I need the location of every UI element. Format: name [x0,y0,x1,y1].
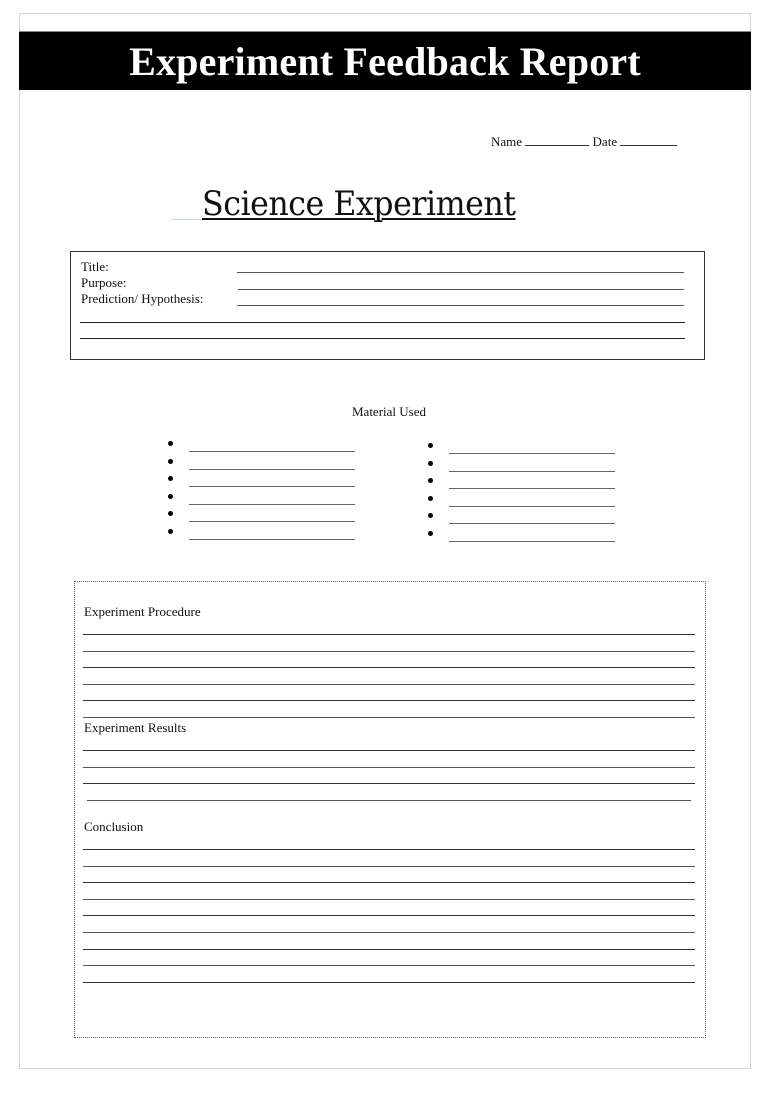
header-banner [19,31,751,90]
experiment-results-label: Experiment Results [84,720,187,735]
experiment-results-line[interactable] [87,800,691,801]
conclusion-line[interactable] [83,915,695,916]
bullet-icon [168,494,173,499]
title-field[interactable] [237,272,684,273]
hypothesis-field[interactable] [237,305,684,306]
name-label: Name [491,134,523,149]
experiment-procedure-line[interactable] [83,634,695,635]
title-label: Title: [81,259,109,274]
material-field-left[interactable] [189,539,355,540]
bullet-icon [428,478,433,483]
conclusion-line[interactable] [83,882,695,883]
bullet-icon [428,531,433,536]
bullet-icon [428,496,433,501]
conclusion-line[interactable] [83,982,695,983]
conclusion-line[interactable] [83,866,695,867]
bullet-icon [168,441,173,446]
material-field-right[interactable] [449,541,615,542]
experiment-procedure-line[interactable] [83,684,695,685]
conclusion-line[interactable] [83,949,695,950]
subtitle-accent-line [172,219,202,220]
material-field-left[interactable] [189,521,355,522]
bullet-icon [168,529,173,534]
material-field-left[interactable] [189,486,355,487]
material-field-right[interactable] [449,453,615,454]
bullet-icon [428,461,433,466]
materials-title: Material Used [351,404,426,419]
subtitle: Science Experiment [202,184,516,224]
material-field-left[interactable] [189,504,355,505]
bullet-icon [168,476,173,481]
material-field-left[interactable] [189,451,355,452]
conclusion-line[interactable] [83,965,695,966]
material-field-right[interactable] [449,471,615,472]
bullet-icon [428,513,433,518]
conclusion-line[interactable] [83,899,695,900]
experiment-procedure-line[interactable] [83,700,695,701]
bullet-icon [168,459,173,464]
purpose-field[interactable] [238,289,684,290]
experiment-procedure-line[interactable] [83,667,695,668]
name-date-row [491,134,677,150]
material-field-left[interactable] [189,469,355,470]
report-title: Experiment Feedback Report [129,39,641,84]
conclusion-label: Conclusion [84,819,144,834]
bullet-icon [428,443,433,448]
experiment-results-line[interactable] [83,783,695,784]
hypothesis-label: Prediction/ Hypothesis: [81,291,204,306]
experiment-procedure-label: Experiment Procedure [84,604,201,619]
experiment-results-line[interactable] [83,767,695,768]
experiment-results-line[interactable] [83,750,695,751]
experiment-procedure-line[interactable] [83,717,695,718]
material-field-right[interactable] [449,506,615,507]
material-field-right[interactable] [449,523,615,524]
experiment-procedure-line[interactable] [83,651,695,652]
info-box [70,251,705,360]
sections-box [74,581,706,1038]
conclusion-line[interactable] [83,849,695,850]
date-label: Date [592,134,618,149]
name-field[interactable] [525,135,589,146]
conclusion-line[interactable] [83,932,695,933]
hypothesis-extra-line[interactable] [80,338,685,339]
bullet-icon [168,511,173,516]
date-field[interactable] [620,135,677,146]
material-field-right[interactable] [449,488,615,489]
purpose-label: Purpose: [81,275,127,290]
hypothesis-extra-line[interactable] [80,322,685,323]
